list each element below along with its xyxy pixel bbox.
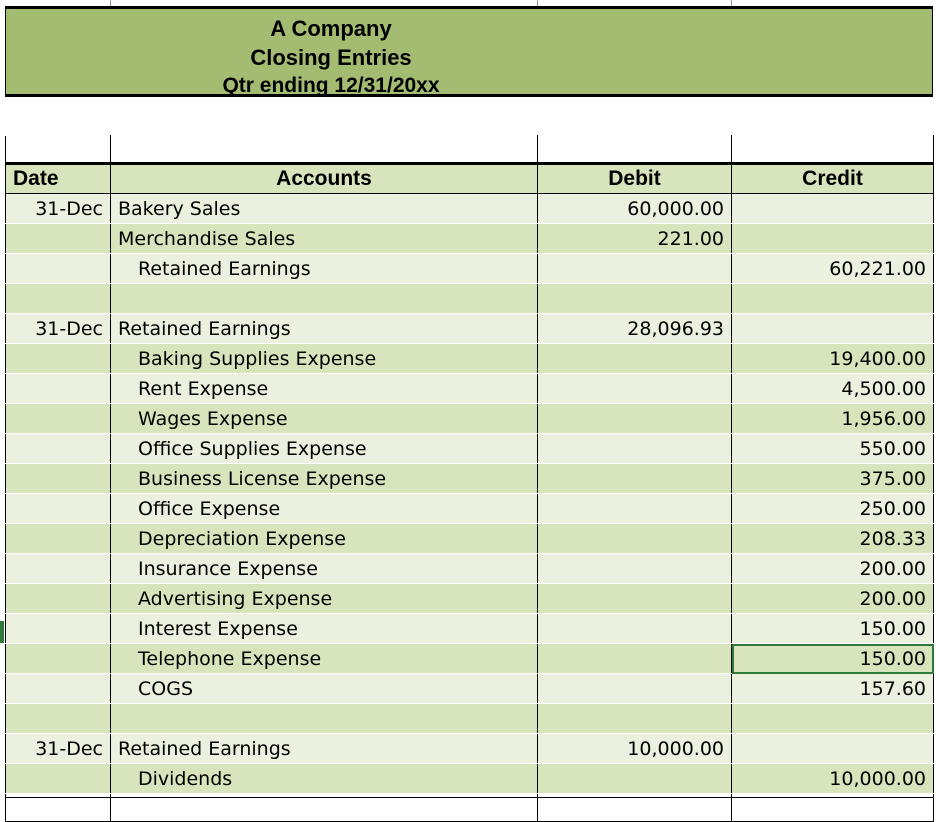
table-row [6, 434, 934, 464]
table-row [6, 314, 934, 344]
debit-cell[interactable] [538, 554, 732, 584]
date-cell[interactable] [6, 494, 111, 524]
account-cell[interactable]: Insurance Expense [111, 554, 538, 584]
debit-cell[interactable] [538, 674, 732, 704]
debit-cell[interactable] [538, 284, 732, 314]
cell[interactable] [538, 136, 732, 164]
date-cell[interactable] [6, 374, 111, 404]
table-row [6, 254, 934, 284]
row-indicator [0, 621, 4, 643]
table-row [6, 344, 934, 374]
date-cell[interactable] [6, 524, 111, 554]
account-cell[interactable]: Merchandise Sales [111, 224, 538, 254]
debit-cell[interactable] [538, 704, 732, 734]
date-cell[interactable] [6, 344, 111, 374]
company-name: A Company [270, 16, 392, 41]
account-cell[interactable]: Advertising Expense [111, 584, 538, 614]
column-header-credit[interactable]: Credit [732, 164, 934, 194]
credit-cell[interactable]: 4,500.00 [732, 374, 934, 404]
account-cell[interactable]: Baking Supplies Expense [111, 344, 538, 374]
column-header-date[interactable]: Date [6, 164, 111, 194]
cell[interactable] [6, 136, 111, 164]
date-cell[interactable] [6, 254, 111, 284]
credit-cell[interactable] [732, 704, 934, 734]
title-block[interactable] [5, 6, 933, 97]
debit-cell[interactable] [538, 374, 732, 404]
date-cell[interactable]: 31-Dec [6, 194, 111, 224]
debit-cell[interactable] [538, 494, 732, 524]
date-cell[interactable] [6, 644, 111, 674]
date-cell[interactable] [6, 464, 111, 494]
debit-cell[interactable] [538, 524, 732, 554]
table-row [6, 644, 934, 674]
account-cell[interactable]: Bakery Sales [111, 194, 538, 224]
column-header-debit[interactable]: Debit [538, 164, 732, 194]
table-row [6, 284, 934, 314]
account-cell[interactable]: Business License Expense [111, 464, 538, 494]
table-row [6, 464, 934, 494]
credit-cell[interactable]: 250.00 [732, 494, 934, 524]
column-header-row [6, 164, 934, 194]
date-cell[interactable] [6, 224, 111, 254]
debit-cell[interactable] [538, 344, 732, 374]
blank-row [6, 136, 934, 164]
account-cell[interactable]: Office Supplies Expense [111, 434, 538, 464]
credit-cell[interactable]: 60,221.00 [732, 254, 934, 284]
credit-cell[interactable]: 200.00 [732, 554, 934, 584]
account-cell[interactable]: Dividends [111, 764, 538, 794]
table-row [6, 494, 934, 524]
account-cell[interactable]: Depreciation Expense [111, 524, 538, 554]
credit-cell[interactable] [732, 314, 934, 344]
account-cell[interactable] [111, 284, 538, 314]
debit-cell[interactable] [538, 764, 732, 794]
date-cell[interactable] [6, 434, 111, 464]
account-cell[interactable]: Retained Earnings [111, 314, 538, 344]
closing-entries-table [5, 135, 934, 822]
table-row [6, 524, 934, 554]
credit-cell[interactable]: 10,000.00 [732, 764, 934, 794]
account-cell[interactable]: COGS [111, 674, 538, 704]
debit-cell[interactable]: 221.00 [538, 224, 732, 254]
credit-cell[interactable]: 157.60 [732, 674, 934, 704]
date-cell[interactable] [6, 404, 111, 434]
credit-cell[interactable]: 375.00 [732, 464, 934, 494]
table-row [6, 194, 934, 224]
account-cell[interactable]: Interest Expense [111, 614, 538, 644]
debit-cell[interactable] [538, 404, 732, 434]
credit-cell[interactable]: 150.00 [732, 644, 934, 674]
report-period: Qtr ending 12/31/20xx [222, 74, 440, 97]
debit-cell[interactable] [538, 254, 732, 284]
table-row [6, 404, 934, 434]
table-row [6, 674, 934, 704]
credit-cell[interactable]: 150.00 [732, 614, 934, 644]
date-cell[interactable] [6, 704, 111, 734]
account-cell[interactable]: Office Expense [111, 494, 538, 524]
debit-cell[interactable] [538, 434, 732, 464]
credit-cell[interactable] [732, 734, 934, 764]
date-cell[interactable] [6, 554, 111, 584]
date-cell[interactable] [6, 674, 111, 704]
credit-cell[interactable] [732, 194, 934, 224]
table-row [6, 734, 934, 764]
table-row [6, 584, 934, 614]
cell[interactable] [111, 136, 538, 164]
report-title: Closing Entries [250, 45, 412, 70]
date-cell[interactable] [6, 584, 111, 614]
account-cell[interactable]: Retained Earnings [111, 254, 538, 284]
date-cell[interactable] [6, 764, 111, 794]
cell[interactable] [732, 136, 934, 164]
debit-cell[interactable] [538, 584, 732, 614]
credit-cell[interactable] [732, 284, 934, 314]
date-cell[interactable]: 31-Dec [6, 314, 111, 344]
debit-cell[interactable] [538, 464, 732, 494]
table-row [6, 224, 934, 254]
table-row [6, 704, 934, 734]
table-row [6, 764, 934, 794]
account-cell[interactable]: Telephone Expense [111, 644, 538, 674]
date-cell[interactable] [6, 614, 111, 644]
account-cell[interactable] [111, 704, 538, 734]
debit-cell[interactable]: 10,000.00 [538, 734, 732, 764]
credit-cell[interactable] [732, 224, 934, 254]
table-row [6, 554, 934, 584]
credit-cell[interactable]: 19,400.00 [732, 344, 934, 374]
column-header-accounts[interactable]: Accounts [111, 164, 538, 194]
account-cell[interactable]: Retained Earnings [111, 734, 538, 764]
account-cell[interactable]: Rent Expense [111, 374, 538, 404]
credit-cell[interactable]: 208.33 [732, 524, 934, 554]
debit-cell[interactable] [538, 614, 732, 644]
debit-cell[interactable]: 28,096.93 [538, 314, 732, 344]
credit-cell[interactable]: 1,956.00 [732, 404, 934, 434]
date-cell[interactable] [6, 284, 111, 314]
account-cell[interactable]: Wages Expense [111, 404, 538, 434]
date-cell[interactable]: 31-Dec [6, 734, 111, 764]
table-row [6, 614, 934, 644]
credit-cell[interactable]: 550.00 [732, 434, 934, 464]
debit-cell[interactable] [538, 644, 732, 674]
credit-cell[interactable]: 200.00 [732, 584, 934, 614]
grid-line [5, 797, 933, 798]
table-row [6, 374, 934, 404]
debit-cell[interactable]: 60,000.00 [538, 194, 732, 224]
